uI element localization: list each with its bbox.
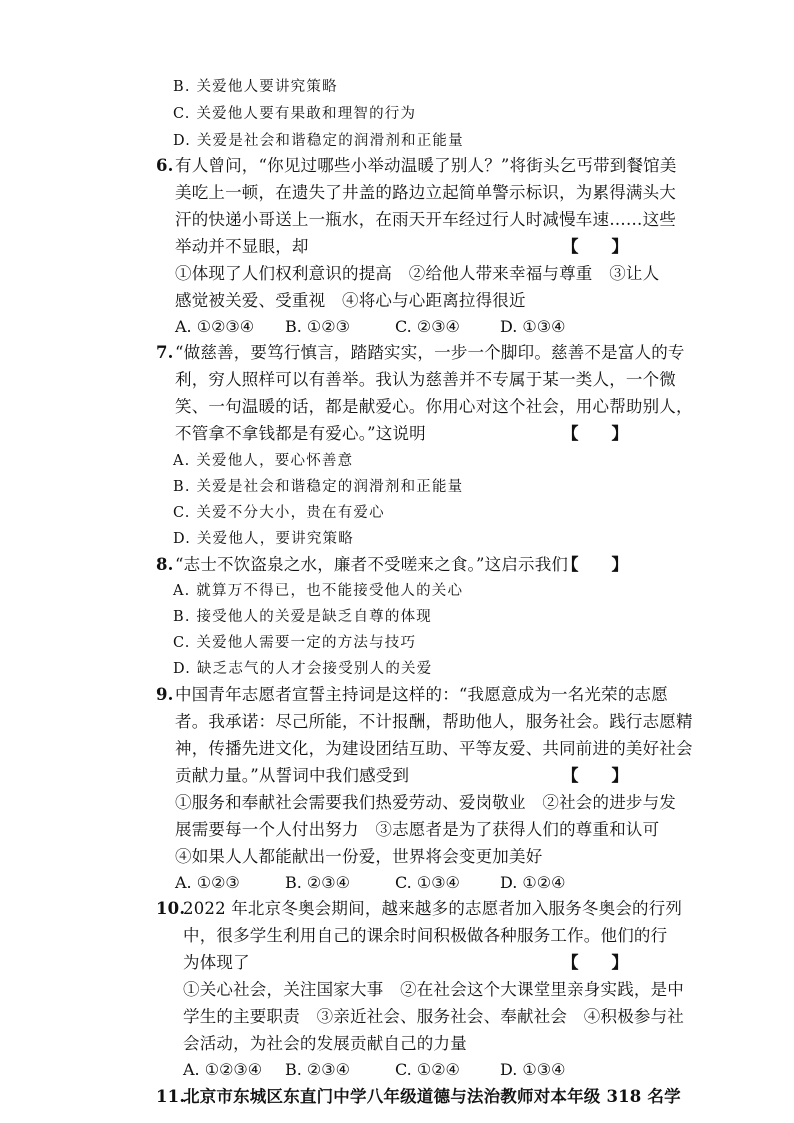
q5-option-b: B. 关爱他人要讲究策略: [173, 79, 338, 95]
q10-choice-d: D. ①③④: [500, 1060, 566, 1079]
q6-choice-a: A. ①②③④: [175, 317, 255, 336]
q8-stem-line: “志士不饮盗泉之水，廉者不受嗟来之食。”这启示我们: [175, 555, 569, 574]
q6-number: 6.: [156, 156, 174, 175]
q7-stem-line: 笑、一句温暖的话，都是献爱心。你用心对这个社会，用心帮助别人，: [175, 397, 693, 416]
q11-number: 11.: [156, 1087, 186, 1106]
q8-option-d: D. 缺乏志气的人才会接受别人的关爱: [173, 661, 433, 677]
q10-statement-line: 会活动，为社会的发展贡献自己的力量: [183, 1034, 467, 1053]
q9-stem-line: 神，传播先进文化，为建设团结互助、平等友爱、共同前进的美好社会: [175, 739, 693, 758]
q10-number: 10.: [156, 899, 186, 918]
q9-choice-b: B. ②③④: [285, 873, 350, 892]
q11-stem-line: 北京市东城区东直门中学八年级道德与法治教师对本年级 318 名学: [183, 1087, 681, 1106]
q10-statement-line: ①关心社会，关注国家大事 ②在社会这个大课堂里亲身实践，是中: [183, 980, 684, 999]
q9-statement-line: ①服务和奉献社会需要我们热爱劳动、爱岗敬业 ②社会的进步与发: [175, 793, 676, 812]
q7-stem-line: 不管拿不拿钱都是有爱心。”这说明: [175, 424, 426, 443]
q7-stem-line: 利，穷人照样可以有善举。我认为慈善并不专属于某一类人，一个微: [175, 370, 676, 389]
q9-stem-line: 者。我承诺：尽己所能，不计报酬，帮助他人，服务社会。践行志愿精: [175, 712, 693, 731]
q7-stem-line: “做慈善，要笃行慎言，踏踏实实，一步一个脚印。慈善不是富人的专: [175, 343, 685, 362]
q8-number: 8.: [156, 555, 174, 574]
q10-choice-b: B. ②③④: [285, 1060, 350, 1079]
q6-statement-line: ①体现了人们权利意识的提高 ②给他人带来幸福与尊重 ③让人: [175, 264, 660, 283]
q6-statement-line: 感觉被关爱、受重视 ④将心与心距离拉得很近: [175, 291, 526, 310]
q5-option-d: D. 关爱是社会和谐稳定的润滑剂和正能量: [173, 133, 464, 149]
q9-stem-line: 中国青年志愿者宣誓主持词是这样的：“我愿意成为一名光荣的志愿: [175, 685, 668, 704]
q7-number: 7.: [156, 343, 174, 362]
q7-option-c: C. 关爱不分大小，贵在有爱心: [173, 505, 385, 521]
q6-choice-c: C. ②③④: [395, 317, 460, 336]
q6-choice-d: D. ①③④: [500, 317, 566, 336]
q6-answer-bracket: 【 】: [562, 237, 628, 256]
q7-answer-bracket: 【 】: [562, 424, 628, 443]
q9-statement-line: 展需要每一个人付出努力 ③志愿者是为了获得人们的尊重和认可: [175, 820, 660, 839]
q9-stem-line: 贡献力量。”从誓词中我们感受到: [175, 766, 410, 785]
q10-stem-line: 2022 年北京冬奥会期间，越来越多的志愿者加入服务冬奥会的行列: [183, 899, 683, 918]
q10-choice-a: A. ①②③④: [183, 1060, 263, 1079]
q6-stem-line: 汗的快递小哥送上一瓶水，在雨天开车经过行人时减慢车速……这些: [175, 210, 676, 229]
q10-stem-line: 中，很多学生利用自己的课余时间积极做各种服务工作。他们的行: [183, 926, 668, 945]
q6-stem-line: 美吃上一顿，在遗失了井盖的路边立起简单警示标识，为累得满头大: [175, 183, 676, 202]
q9-choice-d: D. ①②④: [500, 873, 566, 892]
q9-statement-line: ④如果人人都能献出一份爱，世界将会变更加美好: [175, 847, 543, 866]
q10-statement-line: 学生的主要职责 ③亲近社会、服务社会、奉献社会 ④积极参与社: [183, 1007, 684, 1026]
q8-option-c: C. 关爱他人需要一定的方法与技巧: [173, 635, 417, 651]
q6-stem-line: 举动并不显眼，却: [175, 237, 309, 256]
q9-answer-bracket: 【 】: [562, 766, 628, 785]
q6-choice-b: B. ①②③: [285, 317, 350, 336]
q7-option-a: A. 关爱他人，要心怀善意: [173, 453, 354, 469]
q6-stem-line: 有人曾问，“你见过哪些小举动温暖了别人？”将街头乞丐带到餐馆美: [175, 156, 677, 175]
q7-option-d: D. 关爱他人，要讲究策略: [173, 531, 354, 547]
q10-answer-bracket: 【 】: [562, 953, 628, 972]
q9-number: 9.: [156, 685, 174, 704]
q7-option-b: B. 关爱是社会和谐稳定的润滑剂和正能量: [173, 479, 464, 495]
q8-option-a: A. 就算万不得已，也不能接受他人的关心: [173, 583, 464, 599]
q8-answer-bracket: 【 】: [562, 555, 628, 574]
q8-option-b: B. 接受他人的关爱是缺乏自尊的体现: [173, 609, 432, 625]
q10-choice-c: C. ①②④: [395, 1060, 460, 1079]
q10-stem-line: 为体现了: [183, 953, 250, 972]
q9-choice-a: A. ①②③: [175, 873, 240, 892]
q9-choice-c: C. ①③④: [395, 873, 460, 892]
q5-option-c: C. 关爱他人要有果敢和理智的行为: [173, 106, 417, 122]
